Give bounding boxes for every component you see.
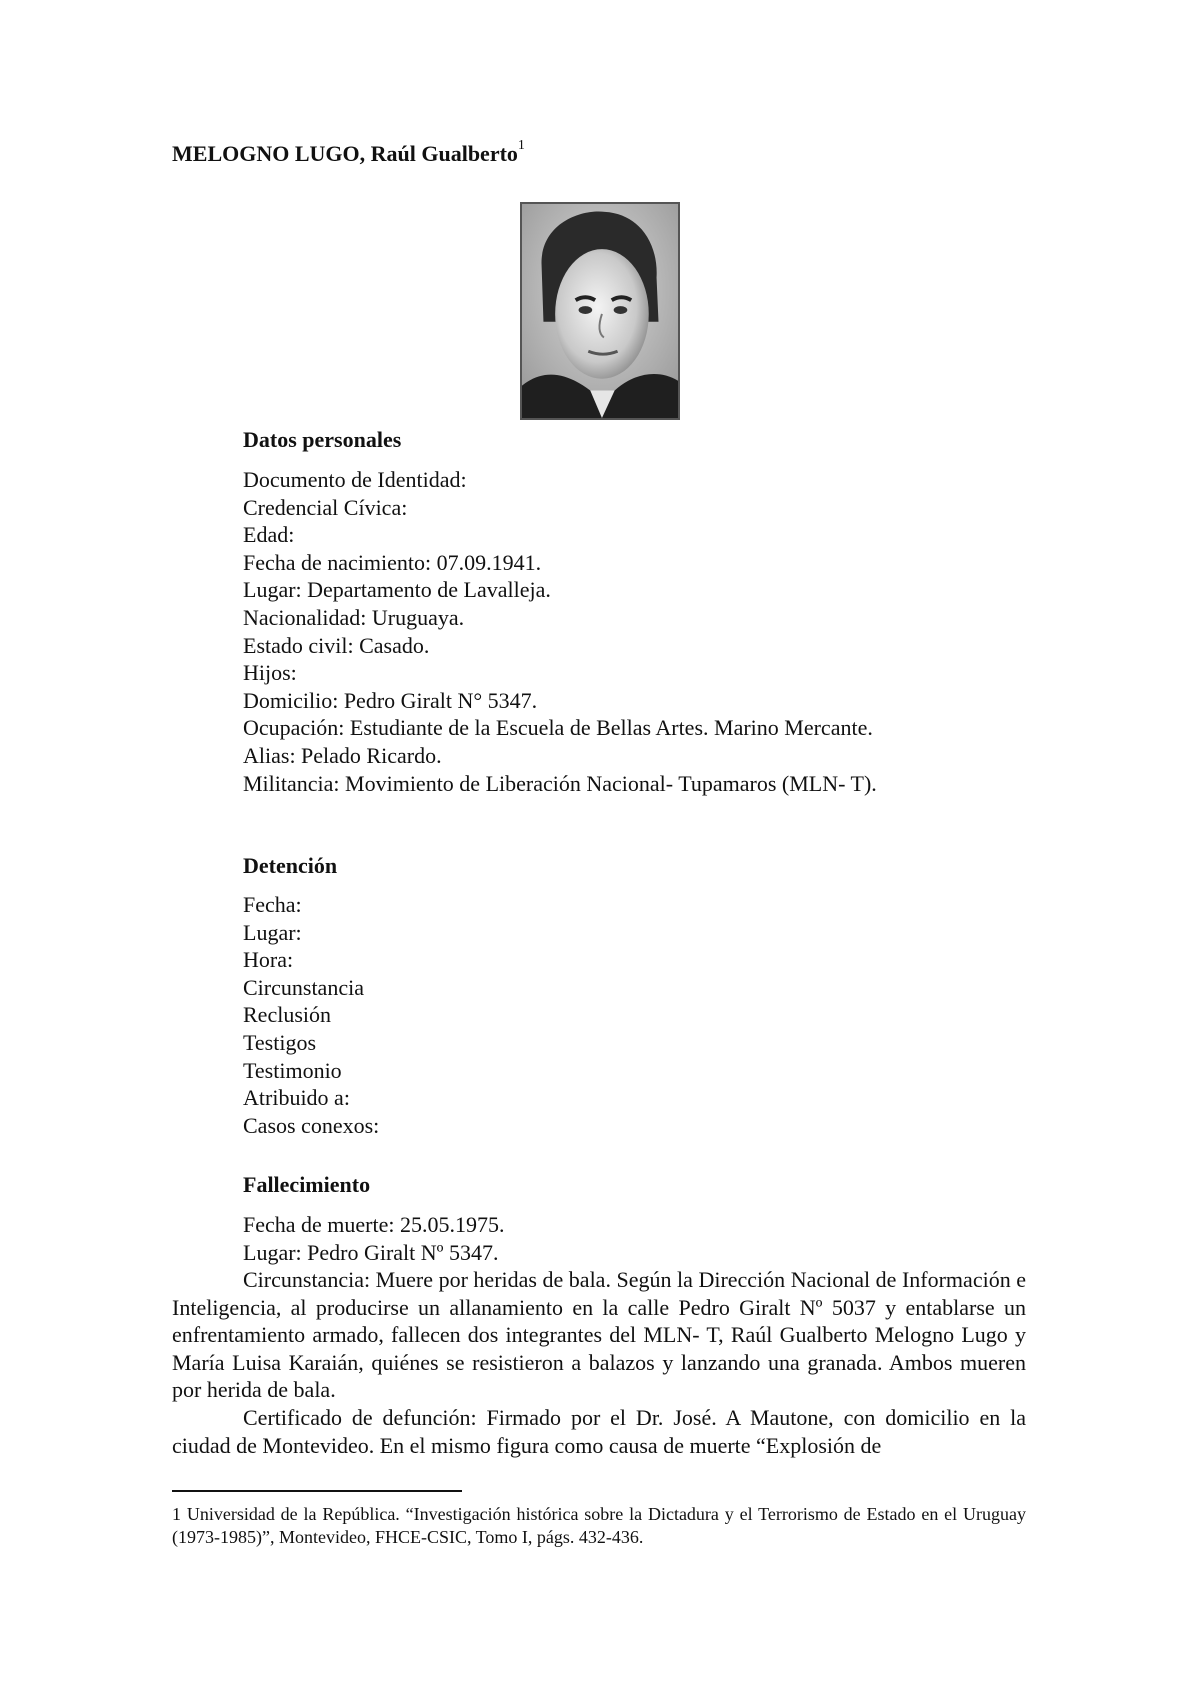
field-reclusion: Reclusión xyxy=(243,1002,331,1028)
certificado-paragraph: Certificado de defunción: Firmado por el Dr. José. A Mautone, con domicilio en la ciudad de Montevideo. En el mismo figura como causa de muerte “Explosión de xyxy=(172,1405,1026,1458)
footnote-ref: 1 xyxy=(517,137,525,153)
field-domicilio: Domicilio: Pedro Giralt N° 5347. xyxy=(243,687,538,713)
field-militancia: Militancia: Movimiento de Liberación Nacional- Tupamaros (MLN- T). xyxy=(243,770,877,796)
field-alias: Alias: Pelado Ricardo. xyxy=(243,742,442,768)
field-lugar: Lugar: Departamento de Lavalleja. xyxy=(243,577,551,603)
field-fecha-nacimiento: Fecha de nacimiento: 07.09.1941. xyxy=(243,549,542,575)
field-atribuido: Atribuido a: xyxy=(243,1085,350,1111)
field-hora: Hora: xyxy=(243,947,294,973)
field-lugar-detencion: Lugar: xyxy=(243,919,302,945)
portrait-image xyxy=(522,204,678,418)
footnote-text: 1 Universidad de la República. “Investigación histórica sobre la Dictadura y el Terrorismo de Estado en el Uruguay (1973-1985)”, Montevideo, FHCE-CSIC, Tomo I, págs. 432-436. xyxy=(172,1504,1026,1547)
section-title-datos: Datos personales xyxy=(243,427,402,452)
footnote-divider xyxy=(172,1490,462,1492)
field-fecha: Fecha: xyxy=(243,892,302,917)
field-hijos: Hijos: xyxy=(243,660,297,686)
field-testimonio: Testimonio xyxy=(243,1057,342,1083)
field-circunstancia: Circunstancia xyxy=(243,974,364,1000)
section-title-detencion: Detención xyxy=(243,853,338,878)
person-name: MELOGNO LUGO, Raúl Gualberto xyxy=(172,141,518,166)
field-casos-conexos: Casos conexos: xyxy=(243,1112,380,1138)
field-documento: Documento de Identidad: xyxy=(243,467,467,492)
field-ocupacion: Ocupación: Estudiante de la Escuela de Bellas Artes. Marino Mercante. xyxy=(243,715,873,741)
field-nacionalidad: Nacionalidad: Uruguaya. xyxy=(243,604,465,630)
field-estado-civil: Estado civil: Casado. xyxy=(243,632,430,658)
datos-fields xyxy=(243,466,877,797)
field-edad: Edad: xyxy=(243,522,295,548)
circunstancia-paragraph: Circunstancia: Muere por heridas de bala. Según la Dirección Nacional de Información e Inteligencia, al producirse un allanamiento en la calle Pedro Giralt Nº 5037 y entablarse un enfrentamiento armado, fallecen dos integrantes del MLN- T, Raúl Gualberto Melogno Lugo y María Luisa Karaián, quiénes se resistieron a balazos y lanzando una granada. Ambos mueren por herida de bala. xyxy=(172,1267,1026,1403)
section-title-fallecimiento: Fallecimiento xyxy=(243,1172,371,1197)
portrait-photo xyxy=(520,202,680,420)
person-heading xyxy=(172,137,525,167)
fallecimiento-fields xyxy=(243,1211,505,1266)
detencion-fields xyxy=(243,891,379,1139)
field-lugar-muerte: Lugar: Pedro Giralt Nº 5347. xyxy=(243,1239,499,1265)
field-fecha-muerte: Fecha de muerte: 25.05.1975. xyxy=(243,1212,505,1237)
field-credencial: Credencial Cívica: xyxy=(243,494,408,520)
field-testigos: Testigos xyxy=(243,1029,317,1055)
